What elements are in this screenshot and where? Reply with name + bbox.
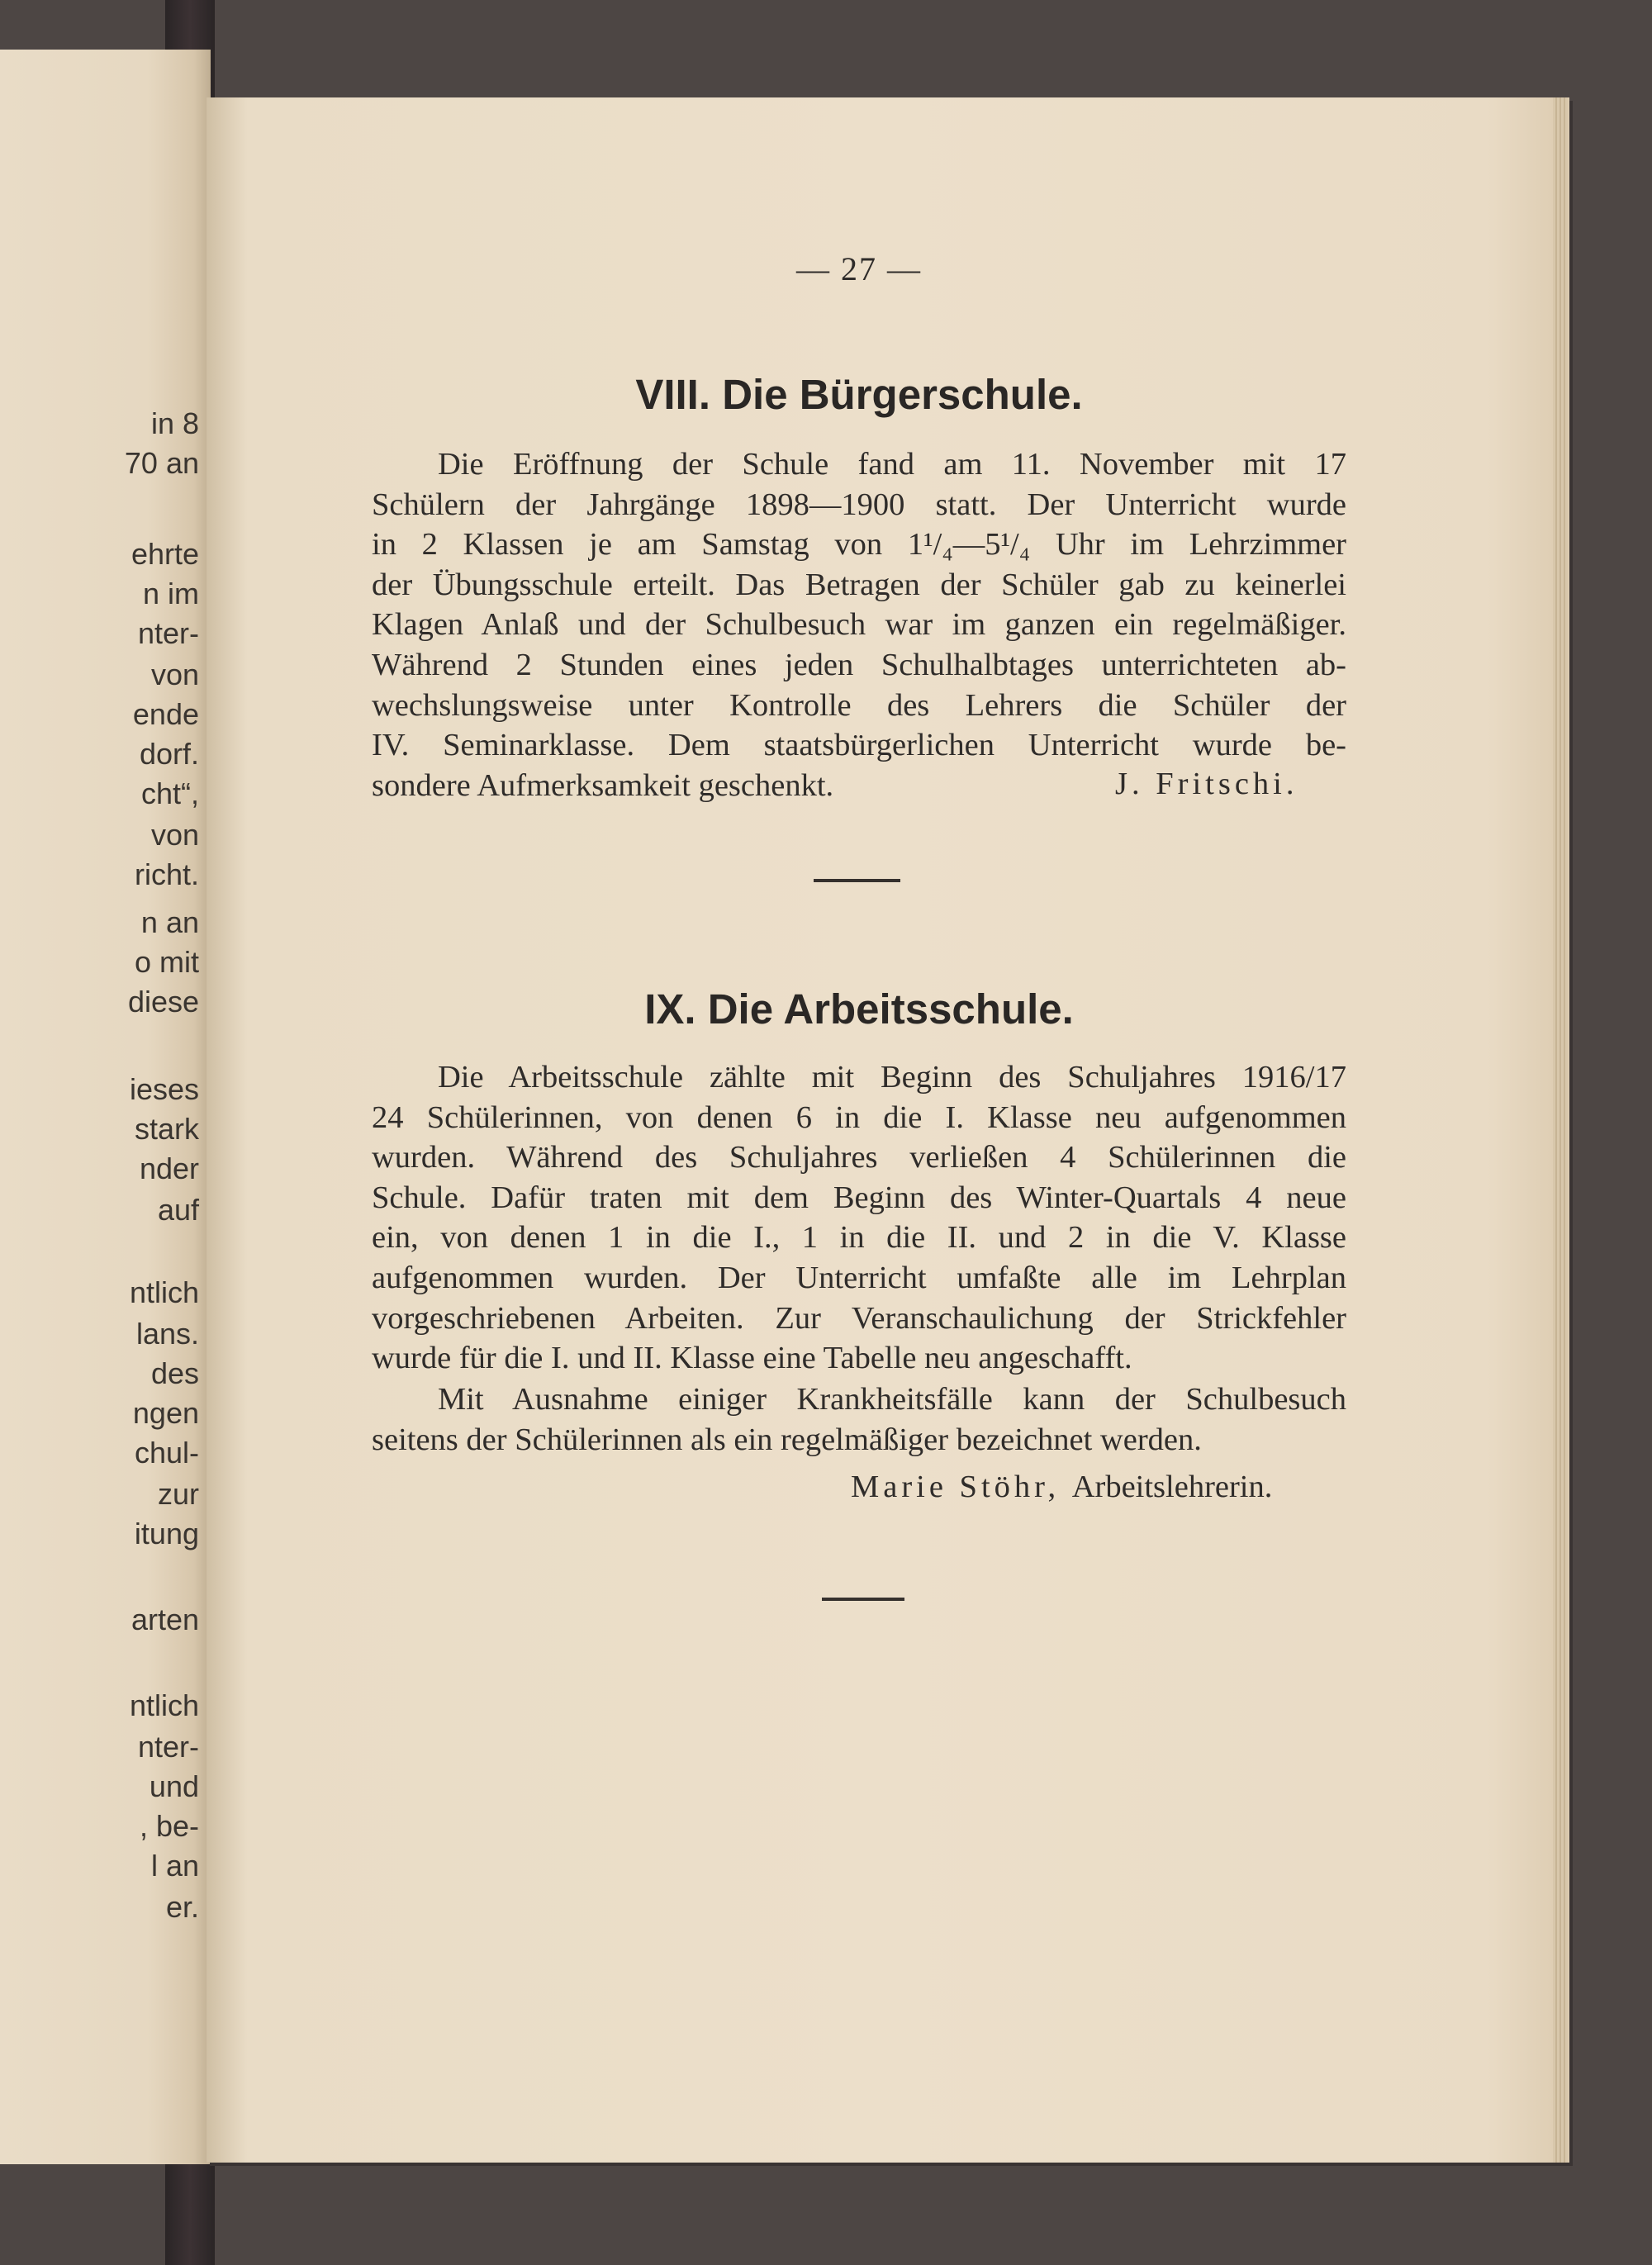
signature-fritschi: J. Fritschi. (1115, 767, 1298, 801)
section-divider (822, 1598, 904, 1601)
left-fragment: und (149, 1769, 199, 1803)
section-heading-ix: IX. Die Arbeitsschule. (644, 985, 1074, 1033)
left-fragment: in 8 (150, 406, 199, 440)
section-ix-paragraph-2 (372, 1379, 1346, 1460)
text-line: wurde für die I. und II. Klasse eine Tabelle neu angeschafft. (372, 1341, 1132, 1376)
left-fragment: itung (134, 1517, 199, 1550)
text-line: wurden. Während des Schuljahres verließen 4 Schülerinnen die (372, 1140, 1346, 1175)
text-line: vorgeschriebenen Arbeiten. Zur Veranschaulichung der Strickfehler (372, 1300, 1346, 1336)
text-line: Während 2 Stunden eines jeden Schulhalbtages unterrichteten ab- (372, 647, 1346, 682)
text-line: wechslungsweise unter Kontrolle des Lehrers die Schüler der (372, 687, 1346, 723)
signature-name: Marie Stöhr, (851, 1470, 1061, 1504)
left-fragment: ieses (129, 1072, 199, 1106)
left-fragment: auf (157, 1193, 199, 1227)
left-fragment: chul- (134, 1436, 199, 1470)
left-fragment: zur (157, 1477, 199, 1511)
text-line: der Übungsschule erteilt. Das Betragen der Schüler gab zu keinerlei (372, 567, 1346, 602)
left-fragment: n an (140, 905, 199, 939)
left-fragment: ehrte (131, 537, 199, 571)
text-line: IV. Seminarklasse. Dem staatsbürgerlichen Unterricht wurde be- (372, 728, 1346, 763)
left-fragment: o mit (134, 945, 199, 979)
left-fragment: er. (165, 1890, 199, 1924)
page-edge (1553, 97, 1568, 2163)
signature-role: Arbeitslehrerin. (1071, 1470, 1273, 1504)
left-fragment: arten (131, 1603, 199, 1636)
section-viii-paragraph (372, 444, 1346, 805)
text-line: Schülern der Jahrgänge 1898—1900 statt. Der Unterricht wurde (372, 487, 1346, 522)
left-fragment: ngen (132, 1396, 199, 1430)
page-number: — 27 — (796, 250, 922, 287)
left-fragment: l an (150, 1849, 199, 1883)
left-fragment: richt. (134, 857, 199, 891)
text-line: aufgenommen wurden. Der Unterricht umfaßte alle im Lehrplan (372, 1260, 1346, 1295)
left-fragment: von (150, 658, 199, 691)
left-fragment: cht“, (140, 776, 199, 810)
left-fragment: lans. (135, 1317, 199, 1351)
left-fragment: nter- (137, 616, 199, 650)
left-fragment: n im (142, 577, 199, 610)
left-fragment: 70 an (124, 446, 199, 480)
section-ix-paragraph-1 (372, 1057, 1346, 1379)
left-fragment: ntlich (129, 1688, 199, 1722)
text-line: sondere Aufmerksamkeit geschenkt. (372, 767, 834, 803)
left-fragment: ntlich (129, 1275, 199, 1309)
left-fragment: des (150, 1356, 199, 1390)
text-line: in 2 Klassen je am Samstag von 1¹/₄—5¹/₄ Uhr im Lehrzimmer (372, 527, 1346, 563)
section-heading-viii: VIII. Die Bürgerschule. (635, 371, 1083, 418)
left-fragment: ende (132, 697, 199, 731)
section-divider (814, 879, 900, 882)
text-line: Schule. Dafür traten mit dem Beginn des Winter-Quartals 4 neue (372, 1180, 1346, 1215)
left-fragment: , be- (139, 1809, 199, 1843)
text-line: Die Arbeitsschule zählte mit Beginn des Schuljahres 1916/17 (438, 1060, 1346, 1095)
text-line: Klagen Anlaß und der Schulbesuch war im ganzen ein regelmäßiger. (372, 607, 1346, 643)
left-fragment: nder (139, 1151, 199, 1185)
text-line: Mit Ausnahme einiger Krankheitsfälle kann der Schulbesuch (438, 1382, 1346, 1417)
left-page (0, 50, 211, 2164)
left-fragment: nter- (137, 1730, 199, 1764)
left-fragment: dorf. (139, 737, 199, 771)
signature-stoehr (851, 1469, 1272, 1505)
left-fragment: stark (134, 1112, 199, 1146)
text-line: 24 Schülerinnen, von denen 6 in die I. Klasse neu aufgenommen (372, 1099, 1346, 1135)
left-fragment: von (150, 818, 199, 852)
text-line: seitens der Schülerinnen als ein regelmäßiger bezeichnet werden. (372, 1422, 1202, 1457)
text-line: Die Eröffnung der Schule fand am 11. November mit 17 (438, 447, 1346, 482)
text-line: ein, von denen 1 in die I., 1 in die II. und 2 in die V. Klasse (372, 1220, 1346, 1256)
left-fragment: diese (127, 985, 199, 1019)
